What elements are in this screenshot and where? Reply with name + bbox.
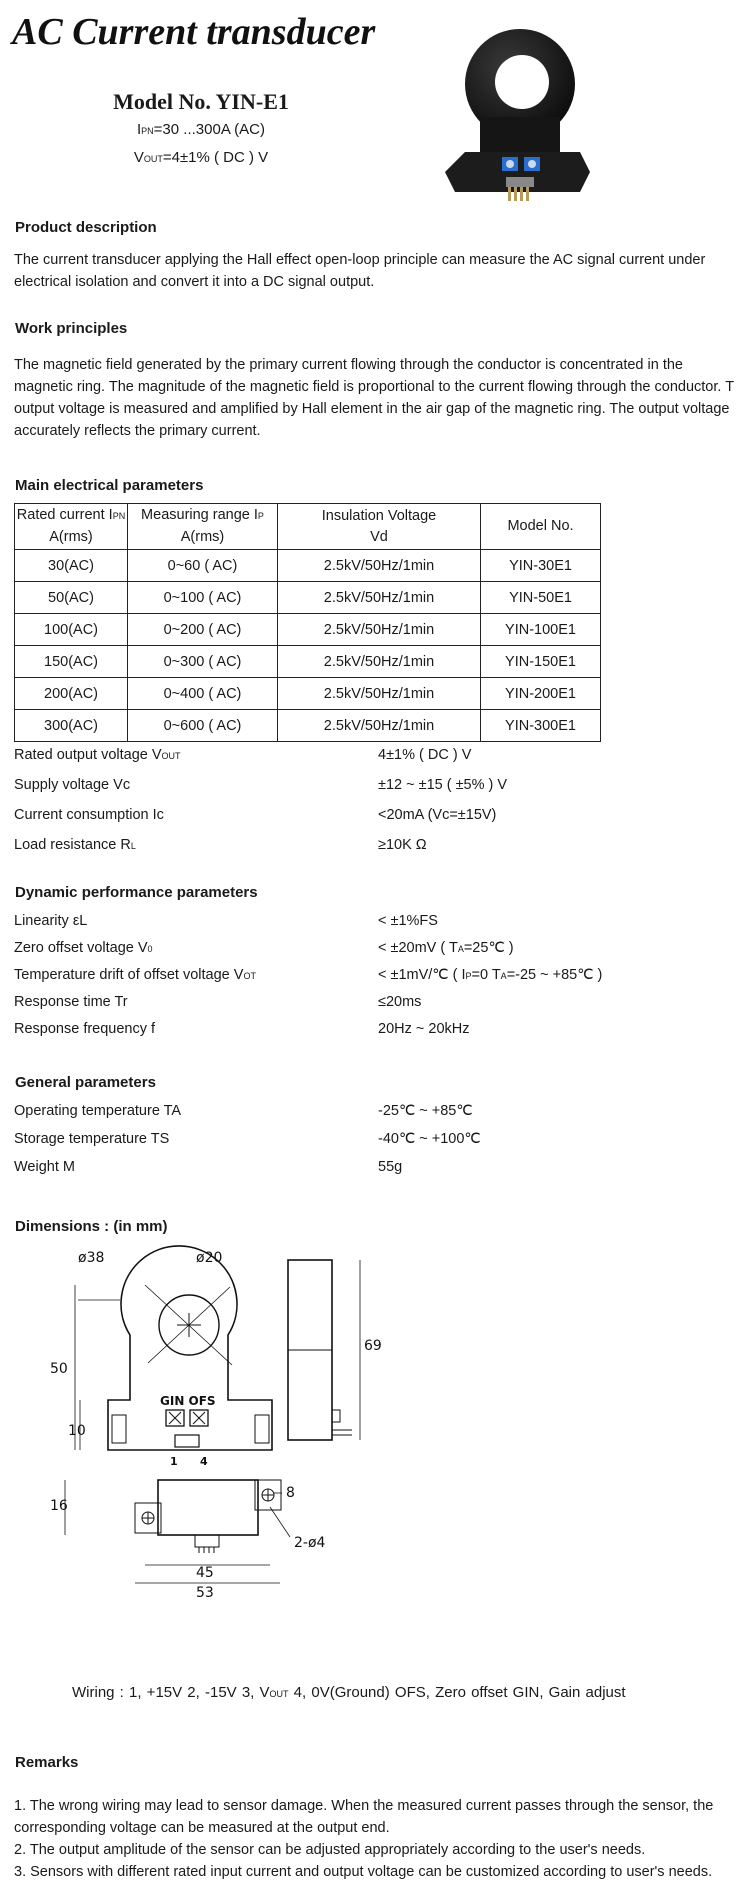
table-row	[15, 678, 601, 710]
table-row	[15, 710, 601, 742]
param-value: ≥10K Ω	[378, 837, 427, 853]
dim-label: 4	[200, 1455, 208, 1468]
param-value: -25℃ ~ +85℃	[378, 1103, 473, 1119]
page-title: AC Current transducer	[12, 11, 376, 53]
column-header: Rated current IPN A(rms)	[15, 504, 128, 550]
table-cell: 0~100 ( AC)	[128, 582, 278, 614]
table-row	[15, 614, 601, 646]
general-heading: General parameters	[15, 1074, 156, 1091]
remark-line: 3. Sensors with different rated input current and output voltage can be customized according to user's needs.	[14, 1864, 713, 1880]
table-cell: YIN-100E1	[481, 614, 601, 646]
param-value: < ±1%FS	[378, 913, 438, 929]
dimensions-heading: Dimensions : (in mm)	[15, 1218, 168, 1235]
table-cell: 50(AC)	[15, 582, 128, 614]
remark-line: 2. The output amplitude of the sensor can be adjusted appropriately according to the user's needs.	[14, 1842, 646, 1858]
product-description-line: The current transducer applying the Hall effect open-loop principle can measure the AC signal current under	[14, 252, 706, 268]
work-principles-line: magnetic ring. The magnitude of the magnetic field is proportional to the current flowing through the conductor. T	[14, 379, 735, 395]
table-cell: 2.5kV/50Hz/1min	[278, 710, 481, 742]
param-label: Storage temperature TS	[14, 1131, 170, 1147]
param-label: Response frequency f	[14, 1021, 156, 1037]
dim-label: 69	[364, 1338, 382, 1354]
table-cell: 2.5kV/50Hz/1min	[278, 646, 481, 678]
dim-label: 53	[196, 1585, 214, 1601]
table-cell: 2.5kV/50Hz/1min	[278, 678, 481, 710]
param-value: <20mA (Vc=±15V)	[378, 807, 497, 823]
table-cell: 2.5kV/50Hz/1min	[278, 550, 481, 582]
param-value: -40℃ ~ +100℃	[378, 1131, 481, 1147]
model-number: Model No. YIN-E1	[113, 89, 289, 114]
table-cell: YIN-300E1	[481, 710, 601, 742]
param-value: 55g	[378, 1159, 403, 1175]
work-principles-line: accurately reflects the primary current.	[14, 423, 261, 439]
dim-label: 16	[50, 1498, 68, 1514]
main-params-heading: Main electrical parameters	[15, 477, 204, 494]
work-principles-heading: Work principles	[15, 320, 128, 337]
param-label: Rated output voltage VOUT	[14, 747, 181, 763]
table-cell: 0~200 ( AC)	[128, 614, 278, 646]
product-description-line: electrical isolation and convert it into a DC signal output.	[14, 274, 375, 290]
dynamic-heading: Dynamic performance parameters	[15, 884, 258, 901]
dim-label: 2-ø4	[294, 1535, 326, 1551]
dim-label: GIN OFS	[160, 1394, 216, 1408]
main-params-table	[14, 503, 601, 742]
wiring-line: Wiring : 1, +15V 2, -15V 3, VOUT 4, 0V(Ground) OFS, Zero offset GIN, Gain adjust	[72, 1684, 626, 1701]
table-cell: 200(AC)	[15, 678, 128, 710]
table-cell: 0~600 ( AC)	[128, 710, 278, 742]
table-cell: YIN-50E1	[481, 582, 601, 614]
table-header-row	[15, 504, 601, 550]
table-cell: YIN-200E1	[481, 678, 601, 710]
table-cell: 30(AC)	[15, 550, 128, 582]
param-label: Current consumption Ic	[14, 807, 164, 823]
table-cell: 2.5kV/50Hz/1min	[278, 614, 481, 646]
param-value: ≤20ms	[378, 994, 422, 1010]
table-cell: 100(AC)	[15, 614, 128, 646]
dim-label: ø20	[196, 1250, 223, 1266]
table-cell: 0~300 ( AC)	[128, 646, 278, 678]
table-cell: YIN-30E1	[481, 550, 601, 582]
column-header: Insulation Voltage Vd	[278, 504, 481, 550]
work-principles-line: The magnetic field generated by the primary current flowing through the conductor is concentrated in the	[14, 357, 683, 373]
column-header: Model No.	[481, 504, 601, 550]
param-value: < ±1mV/℃ ( IP=0 TA=-25 ~ +85℃ )	[378, 967, 603, 983]
param-value: ±12 ~ ±15 ( ±5% ) V	[378, 777, 508, 793]
table-row	[15, 582, 601, 614]
param-label: Load resistance RL	[14, 837, 136, 853]
param-value: < ±20mV ( TA=25℃ )	[378, 940, 514, 956]
dim-label: 50	[50, 1361, 68, 1377]
param-label: Temperature drift of offset voltage VOT	[14, 967, 256, 983]
param-value: 4±1% ( DC ) V	[378, 747, 472, 763]
dim-label: 10	[68, 1423, 86, 1439]
table-cell: 0~60 ( AC)	[128, 550, 278, 582]
param-label: Response time Tr	[14, 994, 128, 1010]
dim-label: 1	[170, 1455, 178, 1468]
param-label: Weight M	[14, 1159, 75, 1175]
table-row	[15, 646, 601, 678]
vout-spec: VOUT=4±1% ( DC ) V	[133, 149, 269, 166]
param-label: Zero offset voltage V0	[14, 940, 153, 956]
remarks-heading: Remarks	[15, 1754, 79, 1771]
dimension-drawing	[50, 1245, 400, 1625]
param-value: 20Hz ~ 20kHz	[378, 1021, 470, 1037]
param-label: Linearity εL	[14, 913, 88, 929]
table-row	[15, 550, 601, 582]
product-photo	[440, 22, 590, 212]
table-cell: 2.5kV/50Hz/1min	[278, 582, 481, 614]
ipn-spec: IPN=30 ...300A (AC)	[136, 121, 265, 138]
param-label: Supply voltage Vc	[14, 777, 131, 793]
remark-line: 1. The wrong wiring may lead to sensor damage. When the measured current passes through the sensor, the	[14, 1798, 714, 1814]
table-cell: 300(AC)	[15, 710, 128, 742]
work-principles-line: output voltage is measured and amplified by Hall element in the air gap of the magnetic ring. The output voltage	[14, 401, 730, 417]
table-cell: 0~400 ( AC)	[128, 678, 278, 710]
dim-label: 45	[196, 1565, 214, 1581]
param-label: Operating temperature TA	[14, 1103, 182, 1119]
dim-label: 8	[286, 1485, 295, 1501]
column-header: Measuring range IP A(rms)	[128, 504, 278, 550]
table-cell: 150(AC)	[15, 646, 128, 678]
table-cell: YIN-150E1	[481, 646, 601, 678]
remark-line: corresponding voltage can be measured at the output end.	[14, 1820, 390, 1836]
product-description-heading: Product description	[15, 219, 157, 236]
dim-label: ø38	[78, 1250, 105, 1266]
